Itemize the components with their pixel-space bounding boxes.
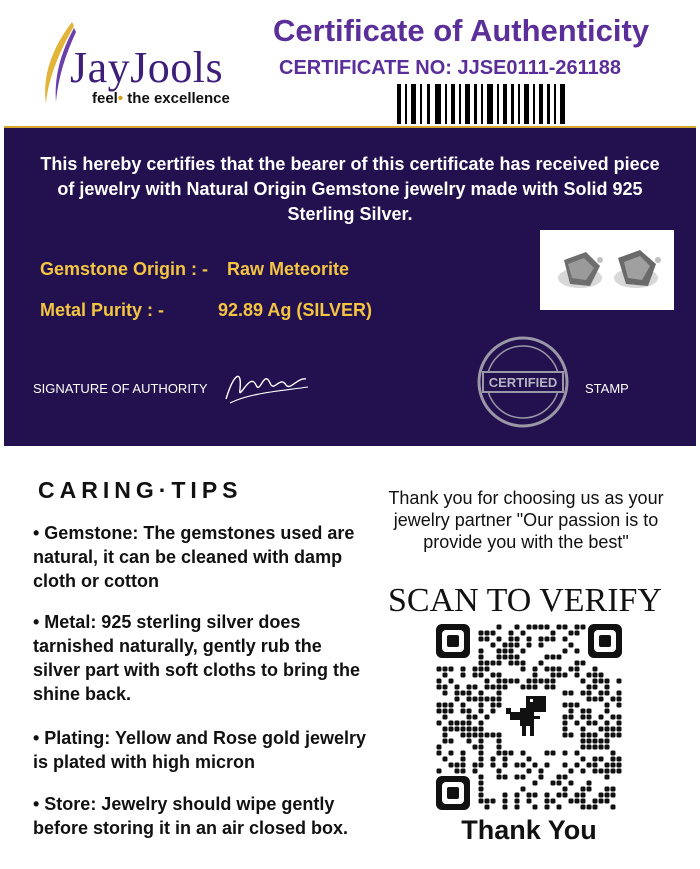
certified-stamp [475,334,571,430]
verification-qr-code[interactable] [436,624,622,810]
signature-image [220,363,310,407]
gemstone-origin-label: Gemstone Origin : - [40,259,209,279]
gemstone-origin-value: Raw Meteorite [227,259,350,279]
brand-tagline: feel• the excellence [92,90,230,107]
metal-purity-label: Metal Purity : - [40,300,165,320]
metal-purity-value: 92.89 Ag (SILVER) [218,300,373,320]
tip-plating: • Plating: Yellow and Rose gold jewelry is plated with high micron [33,728,367,772]
barcode-icon [397,84,567,124]
brand-logo-text: JayJools [70,43,224,92]
caring-tips-title: CARING·TIPS [38,477,243,503]
certification-statement: This hereby certifies that the bearer of this certificate has received piece of jewelry with Natural Origin Gemstone jewelry made with Solid 925 Sterling Silver. [40,154,660,224]
thank-you-message: Thank you for choosing us as your jewelry partner "Our passion is to provide you with the best" [388,488,664,552]
tip-gemstone: • Gemstone: The gemstones used are natural, it can be cleaned with damp cloth or cotton [33,523,355,591]
product-image [540,230,674,310]
certificate-number: CERTIFICATE NO: JJSE0111-261188 [279,57,622,79]
thank-you-label: Thank You [461,815,597,845]
stamp-label: STAMP [585,381,629,396]
certificate-title: Certificate of Authenticity [273,13,650,48]
tip-metal: • Metal: 925 sterling silver does tarnished naturally, gently rub the silver part with soft cloths to bring the shine back. [33,612,361,704]
scan-to-verify-label: SCAN TO VERIFY [388,582,662,619]
signature-of-authority-label: SIGNATURE OF AUTHORITY [33,381,208,396]
tip-store: • Store: Jewelry should wipe gently before storing it in an air closed box. [33,794,349,838]
svg-text:CERTIFIED: CERTIFIED [488,375,558,390]
